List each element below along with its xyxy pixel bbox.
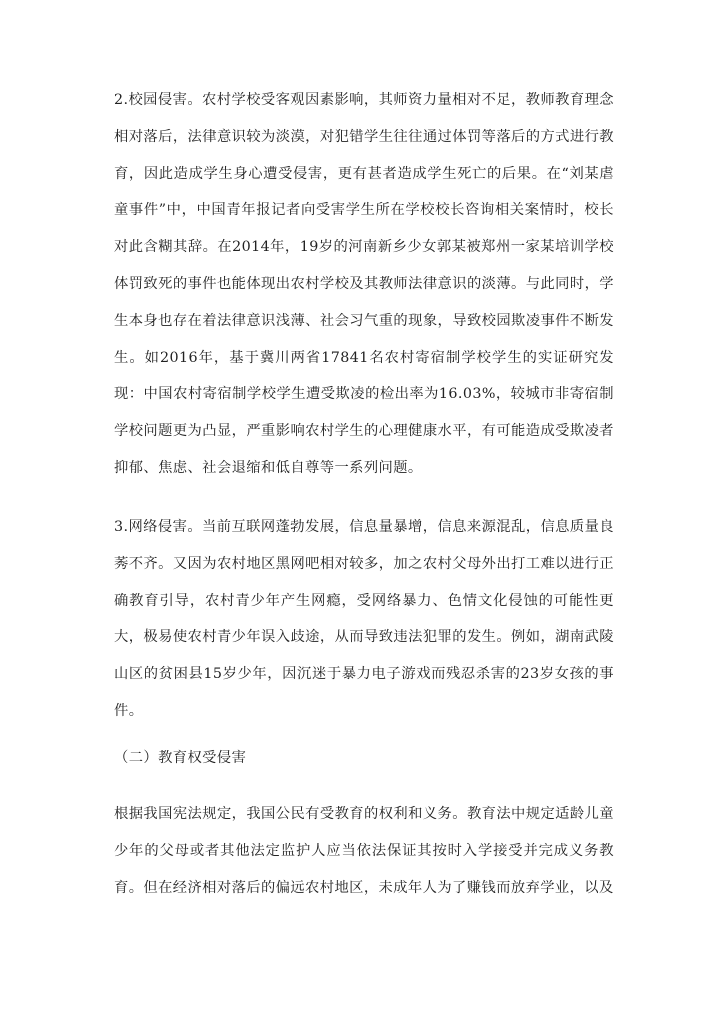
paragraph-network-harm: 3.网络侵害。当前互联网蓬勃发展，信息量暴增，信息来源混乱，信息质量良莠不齐。又因为农村地区黑网吧相对较多，加之农村父母外出打工难以进行正确教育引导，农村青少年产生网瘾，受网络暴力、色情文化侵蚀的可能性更大，极易使农村青少年误入歧途，从而导致违法犯罪的发生。例如，湖南武陵山区的贫困县15岁少年，因沉迷于暴力电子游戏而残忍杀害的23岁女孩的事件。 <box>114 519 614 719</box>
section-heading: （二）教育权受侵害 <box>114 750 247 766</box>
paragraph-education-right: 根据我国宪法规定，我国公民有受教育的权利和义务。教育法中规定适龄儿童少年的父母或者其他法定监护人应当依法保证其按时入学接受并完成义务教育。但在经济相对落后的偏远农村地区，未成年人为了赚钱而放弃学业，以及 <box>114 806 614 896</box>
paragraph-campus-harm: 2.校园侵害。农村学校受客观因素影响，其师资力量相对不足，教师教育理念相对落后，法律意识较为淡漠，对犯错学生往往通过体罚等落后的方式进行教育，因此造成学生身心遭受侵害，更有甚者造成学生死亡的后果。在“刘某虐童事件”中，中国青年报记者向受害学生所在学校校长咨询相关案情时，校长对此含糊其辞。在2014年，19岁的河南新乡少女郭某被郑州一家某培训学校体罚致死的事件也能体现出农村学校及其教师法律意识的淡薄。与此同时，学生本身也存在着法律意识浅薄、社会习气重的现象，导致校园欺凌事件不断发生。如2016年，基于冀川两省17841名农村寄宿制学校学生的实证研究发现：中国农村寄宿制学校学生遭受欺凌的检出率为16.03%，较城市非寄宿制学校问题更为凸显，严重影响农村学生的心理健康水平，有可能造成受欺凌者抑郁、焦虑、社会退缩和低自尊等一系列问题。 <box>114 92 614 476</box>
